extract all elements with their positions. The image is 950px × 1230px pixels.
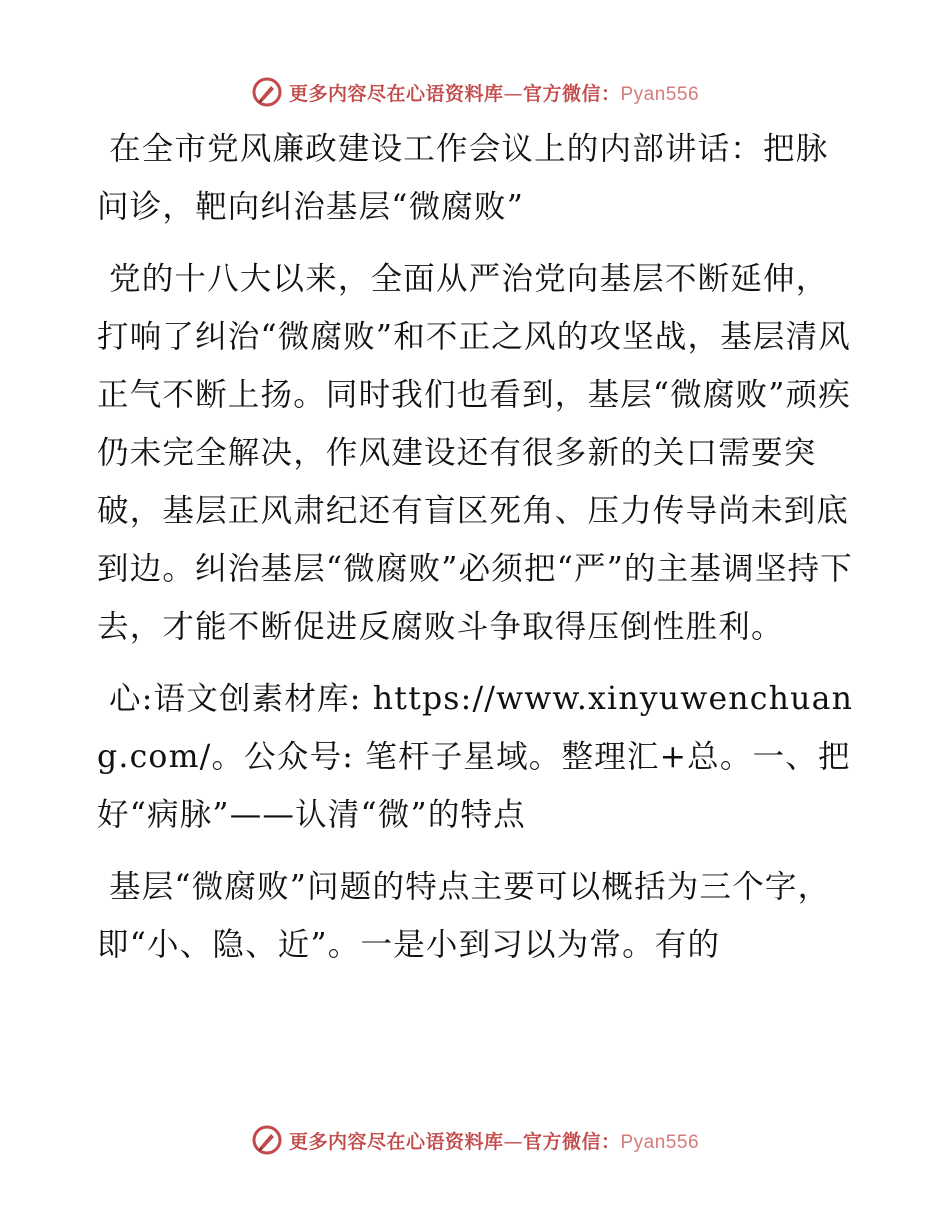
- paragraph-3: [97, 858, 857, 974]
- banner-wechat-id: Pyan556: [620, 83, 700, 105]
- paragraph-1: [97, 250, 857, 656]
- paragraph-2-text: 心:语文创素材库: https://www.xinyuwenchuang.com/。公众号: 笔杆子星域。整理汇+总。一、把好“病脉”——认清“微”的特点: [97, 681, 854, 833]
- logo-pen-icon: [251, 76, 283, 108]
- paragraph-3-text: 基层“微腐败”问题的特点主要可以概括为三个字，即“小、隐、近”。一是小到习以为常。有的: [97, 869, 831, 963]
- banner-text: [289, 1127, 699, 1154]
- banner-wechat-label: 官方微信：: [522, 82, 621, 105]
- paragraph-2: [97, 670, 857, 844]
- footer-banner: [0, 1120, 950, 1160]
- document-body: [97, 120, 857, 988]
- banner-site: 更多内容尽在心语资料库: [288, 82, 504, 105]
- banner-text: [289, 79, 699, 106]
- banner-wechat-id: Pyan556: [620, 1131, 700, 1153]
- document-title-text: 在全市党风廉政建设工作会议上的内部讲话：把脉问诊，靶向纠治基层“微腐败”: [97, 131, 829, 225]
- document-title: [97, 120, 857, 236]
- paragraph-1-text: 党的十八大以来，全面从严治党向基层不断延伸，打响了纠治“微腐败”和不正之风的攻坚战，基层清风正气不断上扬。同时我们也看到，基层“微腐败”顽疾仍未完全解决，作风建设还有很多新的关口需要突破，基层正风肃纪还有盲区死角、压力传导尚未到底到边。纠治基层“微腐败”必须把“严”的主基调坚持下去，才能不断促进反腐败斗争取得压倒性胜利。: [97, 261, 853, 645]
- banner-separator: —: [503, 1130, 523, 1153]
- logo-pen-icon: [251, 1124, 283, 1156]
- banner-separator: —: [503, 82, 523, 105]
- header-banner: [0, 72, 950, 112]
- banner-wechat-label: 官方微信：: [522, 1130, 621, 1153]
- banner-site: 更多内容尽在心语资料库: [288, 1130, 504, 1153]
